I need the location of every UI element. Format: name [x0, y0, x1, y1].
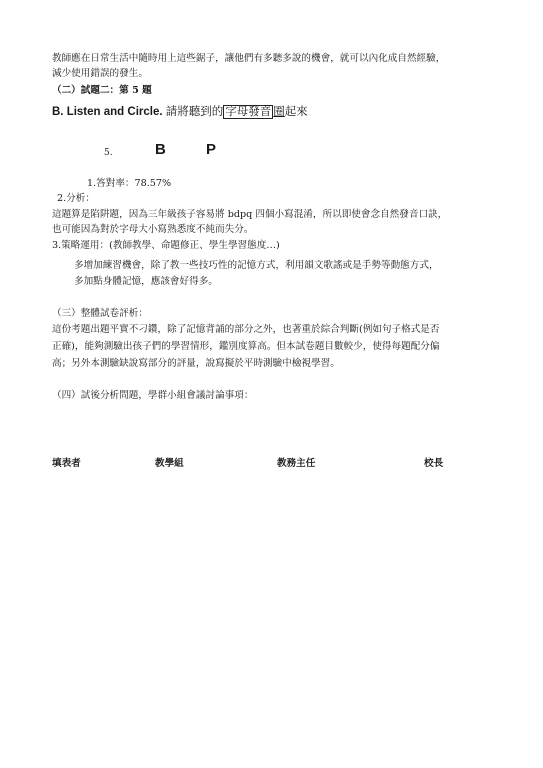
overall-line-1: 這份考題出題平實不刁鑽，除了記憶背誦的部分之外，也著重於綜合判斷(例如句子格式是否 — [52, 324, 440, 335]
question-title-post: 起來 — [284, 106, 308, 118]
question-title — [52, 105, 308, 119]
question-title-en: B. Listen and Circle. — [52, 106, 163, 118]
strategy-line-2: 多加點身體記憶，應該會好得多。 — [74, 276, 218, 287]
signature-filler: 填表者 — [52, 458, 81, 469]
analysis-label: 2.分析： — [57, 193, 95, 204]
intro-line-1: 教師應在日常生活中隨時用上這些鋸子，讓他們有多聽多說的機會，就可以內化成自然經驗， — [52, 53, 446, 64]
section-2-heading: （二）試題二：第 5 題 — [52, 85, 152, 96]
question-number: 5. — [104, 148, 113, 158]
section-4-heading: （四）試後分析問題，學群小組會議討論事項： — [52, 390, 254, 401]
signature-academic-director: 教務主任 — [277, 458, 316, 469]
intro-line-2: 減少使用錯誤的發生。 — [52, 68, 148, 79]
strategy-line-1: 多增加練習機會，除了教一些技巧性的記憶方式，利用韻文歌謠或是手勢等動態方式， — [74, 260, 439, 271]
overall-line-2: 正確)，能夠測驗出孩子們的學習情形，鑑別度算高。但本試卷題目數較少，使得每題配分偏 — [52, 341, 440, 352]
analysis-line-2: 也可能因為對於字母大小寫熟悉度不純而失分。 — [52, 224, 254, 235]
signature-teaching-section: 教學組 — [155, 458, 184, 469]
question-title-pre: 請將聽到的 — [165, 106, 224, 118]
question-title-circle: 圈 — [273, 106, 285, 118]
strategy-label: 3.策略運用：(教師教學、命題修正、學生學習態度…) — [52, 240, 280, 251]
choice-b: B — [155, 141, 166, 158]
correct-rate: 1.答對率：78.57% — [87, 178, 172, 189]
question-title-boxed: 字母發音 — [225, 106, 272, 118]
overall-line-3: 高；另外本測驗缺說寫部分的評量，說寫擬於平時測驗中檢視學習。 — [52, 358, 340, 369]
analysis-line-1: 這題算是陷阱題，因為三年級孩子容易將 bdpq 四個小寫混淆，所以即使會念自然發音口訣， — [52, 209, 448, 220]
signature-principal: 校長 — [424, 458, 444, 469]
choice-p: P — [206, 141, 217, 158]
section-3-heading: （三）整體試卷評析： — [52, 308, 148, 319]
